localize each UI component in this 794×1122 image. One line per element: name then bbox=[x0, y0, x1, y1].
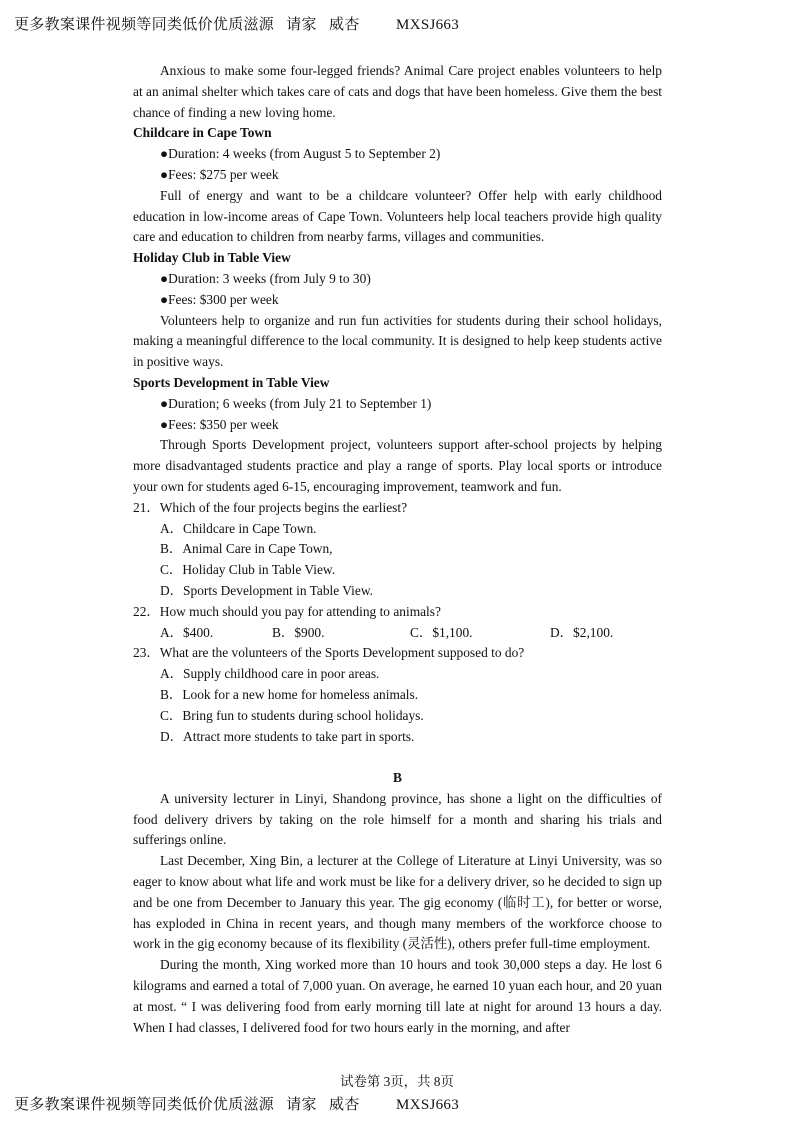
option-b: B．Animal Care in Cape Town, bbox=[160, 541, 333, 557]
option-a: A．Childcare in Cape Town. bbox=[160, 520, 317, 536]
option-d: D．Attract more students to take part in sports. bbox=[160, 728, 415, 744]
footer-banner: 更多教案课件视频等同类低价优质滋源 请家 威杏 MXSJ663 bbox=[14, 1097, 460, 1113]
project-duration: ●Duration: 3 weeks (from July 9 to 30) bbox=[160, 270, 371, 286]
header-banner: 更多教案课件视频等同类低价优质滋源 请家 威杏 MXSJ663 bbox=[14, 17, 460, 33]
question-22-options bbox=[133, 623, 662, 644]
option-d: D．Sports Development in Table View. bbox=[160, 582, 373, 598]
question-23: 23．What are the volunteers of the Sports Development supposed to do? bbox=[133, 645, 525, 661]
project-fees: ●Fees: $350 per week bbox=[160, 416, 279, 432]
option-c: C．Bring fun to students during school holidays. bbox=[160, 707, 424, 723]
option-c: C．Holiday Club in Table View. bbox=[160, 562, 336, 578]
option-b: B．Look for a new home for homeless animals. bbox=[160, 686, 419, 702]
project-title: Holiday Club in Table View bbox=[133, 250, 291, 266]
section-b-heading: B bbox=[393, 770, 402, 786]
question-22: 22．How much should you pay for attending to animals? bbox=[133, 603, 441, 619]
passage-paragraph: A university lecturer in Linyi, Shandong province, has shone a light on the difficulties of food delivery drivers by taking on the role himself for a month and sharing his trials and sufferings online. bbox=[133, 790, 662, 848]
project-duration: ●Duration; 6 weeks (from July 21 to September 1) bbox=[160, 395, 432, 411]
option-a: A．Supply childhood care in poor areas. bbox=[160, 666, 380, 682]
project-description: Volunteers help to organize and run fun activities for students during their school holidays, making a meaningful difference to the local community. It is designed to help keep students active in positive ways. bbox=[133, 312, 662, 370]
option-c: C．$1,100. bbox=[410, 624, 473, 640]
passage-paragraph: During the month, Xing worked more than 10 hours and took 30,000 steps a day. He lost 6 kilograms and earned a total of 7,000 yuan. On average, he earned 10 yuan each hour, and 20 yuan at most. “ I was delivering food from early morning till late at night for around 13 hours a day. When I had classes, I delivered food for two hours early in the morning, and after bbox=[133, 957, 662, 1035]
page-content bbox=[133, 61, 662, 1038]
option-b: B．$900. bbox=[272, 624, 325, 640]
option-d: D．$2,100. bbox=[550, 624, 614, 640]
project-title: Sports Development in Table View bbox=[133, 374, 330, 390]
intro-paragraph: Anxious to make some four-legged friends? Animal Care project enables volunteers to help at an animal shelter which takes care of cats and dogs that have been homeless. Give them the best chance of finding a new loving home. bbox=[133, 63, 662, 120]
project-duration: ●Duration: 4 weeks (from August 5 to September 2) bbox=[160, 146, 441, 162]
option-a: A．$400. bbox=[160, 624, 214, 640]
project-fees: ●Fees: $275 per week bbox=[160, 166, 279, 182]
project-fees: ●Fees: $300 per week bbox=[160, 291, 279, 307]
project-description: Through Sports Development project, volunteers support after-school projects by helping more disadvantaged students practice and play a range of sports. Play local sports or introduce your own for students aged 6-15, encouraging improvement, teamwork and fun. bbox=[133, 437, 662, 494]
project-title: Childcare in Cape Town bbox=[133, 125, 272, 141]
page-footer: 试卷第 3页，共 8页 bbox=[340, 1074, 454, 1089]
project-description: Full of energy and want to be a childcare volunteer? Offer help with early childhood education in low-income areas of Cape Town. Volunteers help local teachers provide high quality care and education to children from nearby farms, villages and communities. bbox=[133, 187, 662, 245]
passage-paragraph: Last December, Xing Bin, a lecturer at the College of Literature at Linyi University, was so eager to know about what life and work must be like for a delivery driver, so he decided to sign up and be one from December to January this year. The gig economy (临时工), for better or worse, has exploded in China in recent years, and though many members of the workforce choose to work in the gig economy because of its flexibility (灵活性), others prefer full-time employment. bbox=[133, 853, 662, 952]
question-21: 21．Which of the four projects begins the earliest? bbox=[133, 499, 408, 515]
